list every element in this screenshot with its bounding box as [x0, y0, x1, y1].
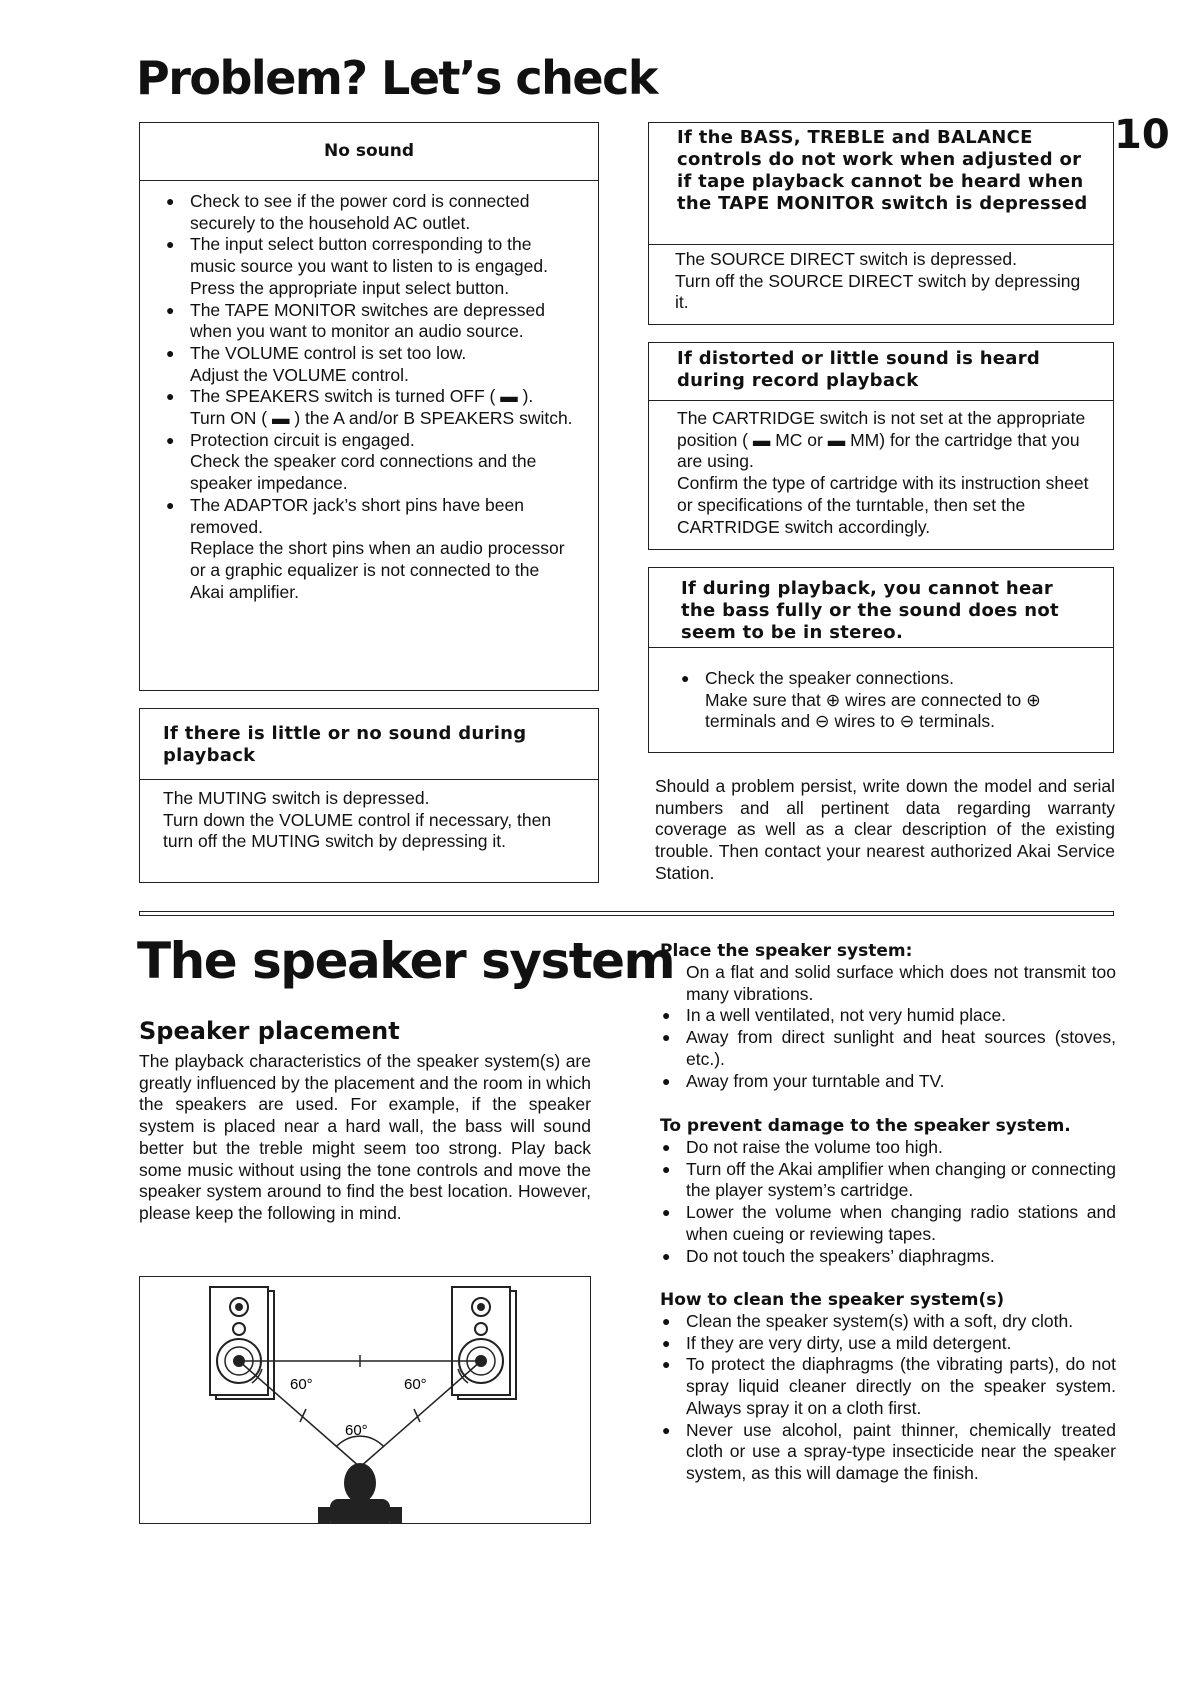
- list-item: [164, 386, 576, 429]
- bass-stereo-header: If during playback, you cannot hear the bass fully or the sound does not seem to be in stereo.: [649, 568, 1113, 648]
- placement-heading: Speaker placement: [139, 1017, 400, 1045]
- list-item-text: Lower the volume when changing radio stations and when cueing or reviewing tapes.: [686, 1202, 1116, 1244]
- no-sound-list: [140, 181, 598, 603]
- distorted-box: [648, 342, 1114, 550]
- no-sound-header: No sound: [140, 123, 598, 181]
- right-speaker-icon: [452, 1287, 516, 1399]
- list-item-text: If they are very dirty, use a mild detergent.: [686, 1332, 1012, 1353]
- list-item-text: The VOLUME control is set too low.: [190, 342, 467, 363]
- list-item: [660, 1420, 1116, 1485]
- angle-bottom-label: 60°: [345, 1422, 368, 1439]
- distorted-body: The CARTRIDGE switch is not set at the appropriate position ( ▬ MC or ▬ MM) for the cartridge that you are using. Confirm the type of cartridge with its instruction sheet or specifications of the turntable, then set the CARTRIDGE switch accordingly.: [677, 408, 1089, 537]
- list-item-subtext: Replace the short pins when an audio processor or a graphic equalizer is not connected to the Akai amplifier.: [190, 538, 565, 602]
- list-item-text: Away from direct sunlight and heat sources (stoves, etc.).: [686, 1027, 1116, 1069]
- placement-diagram-svg: [140, 1277, 590, 1523]
- list-item-text: The SPEAKERS switch is turned OFF ( ▬ ).: [190, 386, 534, 407]
- placement-body: The playback characteristics of the speaker system(s) are greatly influenced by the placement and the room in which the speakers are used. For example, if the speaker system is placed near a hard wall, the bass will sound better but the treble might seem too strong. Play back some music without using the tone controls and move the speaker system around to find the best location. However, please keep the following in mind.: [139, 1051, 591, 1223]
- list-item-text: The ADAPTOR jack’s short pins have been removed.: [190, 494, 524, 537]
- bass-stereo-list: [649, 648, 1113, 733]
- place-section: [660, 940, 1116, 1092]
- prevent-section: [660, 1115, 1116, 1267]
- list-item-text: Clean the speaker system(s) with a soft, dry cloth.: [686, 1311, 1074, 1331]
- little-sound-header: If there is little or no sound during playback: [140, 709, 598, 780]
- placement-triangle: [239, 1355, 481, 1467]
- prevent-list: [660, 1137, 1116, 1267]
- bass-stereo-item-sub: Make sure that ⊕ wires are connected to ⊕ terminals and ⊖ wires to ⊖ terminals.: [705, 689, 1041, 732]
- list-item-subtext: Check the speaker cord connections and the speaker impedance.: [190, 451, 537, 494]
- list-item-text: On a flat and solid surface which does not transmit too many vibrations.: [686, 962, 1116, 1004]
- persist-paragraph: Should a problem persist, write down the model and serial numbers and all pertinent data regarding warranty coverage as well as a clear description of the existing trouble. Then contact your nearest authorized Akai Service Station.: [655, 776, 1115, 883]
- list-item-text: Protection circuit is engaged.: [190, 429, 415, 450]
- list-item: [164, 430, 576, 495]
- angle-right-label: 60°: [404, 1376, 427, 1393]
- list-item: [660, 1202, 1116, 1245]
- list-item: [660, 1333, 1116, 1355]
- list-item: [164, 495, 576, 604]
- list-item: [660, 1137, 1116, 1159]
- list-item-text: Do not touch the speakers’ diaphragms.: [686, 1245, 995, 1266]
- bass-stereo-item-text: Check the speaker connections.: [705, 668, 955, 688]
- bass-stereo-item: [679, 668, 1091, 733]
- list-item-text: Turn off the Akai amplifier when changing or connecting the player system’s cartridge.: [686, 1158, 1116, 1201]
- list-item: [660, 1159, 1116, 1202]
- list-item-text: The TAPE MONITOR switches are depressed when you want to monitor an audio source.: [190, 299, 545, 342]
- list-item-text: Do not raise the volume too high.: [686, 1137, 943, 1157]
- list-item-text: The input select button corresponding to the music source you want to listen to is engaged.: [190, 234, 548, 277]
- bass-stereo-box: [648, 567, 1114, 753]
- list-item-text: Away from your turntable and TV.: [686, 1070, 945, 1091]
- listener-icon: [318, 1463, 402, 1523]
- list-item-subtext: Press the appropriate input select button.: [190, 277, 510, 298]
- list-item: [164, 234, 576, 299]
- no-sound-box: [139, 122, 599, 691]
- place-list: [660, 962, 1116, 1092]
- list-item-text: To protect the diaphragms (the vibrating parts), do not spray liquid cleaner directly on the speaker system. Always spray it on a cloth first.: [686, 1354, 1116, 1418]
- problem-title: Problem? Let’s check: [136, 51, 657, 105]
- clean-list: [660, 1311, 1116, 1485]
- list-item-subtext: Turn ON ( ▬ ) the A and/or B SPEAKERS switch.: [190, 408, 573, 429]
- list-item: [164, 300, 576, 343]
- bass-treble-body: The SOURCE DIRECT switch is depressed. Turn off the SOURCE DIRECT switch by depressing it.: [675, 249, 1081, 313]
- list-item: [660, 1005, 1116, 1027]
- list-item: [164, 191, 576, 234]
- list-item: [660, 1354, 1116, 1419]
- clean-heading: How to clean the speaker system(s): [660, 1290, 1005, 1310]
- speaker-placement-diagram: [139, 1276, 591, 1524]
- place-heading: Place the speaker system:: [660, 941, 913, 961]
- list-item: [660, 1027, 1116, 1070]
- distorted-header: If distorted or little sound is heard during record playback: [649, 343, 1113, 401]
- section-divider: [139, 911, 1114, 916]
- angle-left-label: 60°: [290, 1376, 313, 1393]
- bass-treble-header: If the BASS, TREBLE and BALANCE controls do not work when adjusted or if tape playback cannot be heard when the TAPE MONITOR switch is depressed: [649, 123, 1113, 245]
- list-item: [660, 1311, 1116, 1333]
- little-sound-box: [139, 708, 599, 883]
- list-item: [660, 962, 1116, 1005]
- left-speaker-icon: [210, 1287, 274, 1399]
- list-item-text: In a well ventilated, not very humid place.: [686, 1005, 1007, 1026]
- list-item-text: Never use alcohol, paint thinner, chemically treated cloth or use a spray-type insecticide near the speaker system, as this will damage the finish.: [686, 1419, 1116, 1483]
- list-item-subtext: Adjust the VOLUME control.: [190, 364, 409, 385]
- little-sound-body: The MUTING switch is depressed. Turn down the VOLUME control if necessary, then turn off the MUTING switch by depressing it.: [163, 788, 552, 852]
- bass-treble-box: [648, 122, 1114, 325]
- list-item: [164, 343, 576, 386]
- prevent-heading: To prevent damage to the speaker system.: [660, 1116, 1071, 1136]
- speaker-title: The speaker system: [137, 932, 675, 990]
- page-number: 10: [1114, 112, 1170, 158]
- list-item: [660, 1246, 1116, 1268]
- clean-section: [660, 1289, 1116, 1485]
- list-item-text: Check to see if the power cord is connected securely to the household AC outlet.: [190, 191, 530, 233]
- list-item: [660, 1071, 1116, 1093]
